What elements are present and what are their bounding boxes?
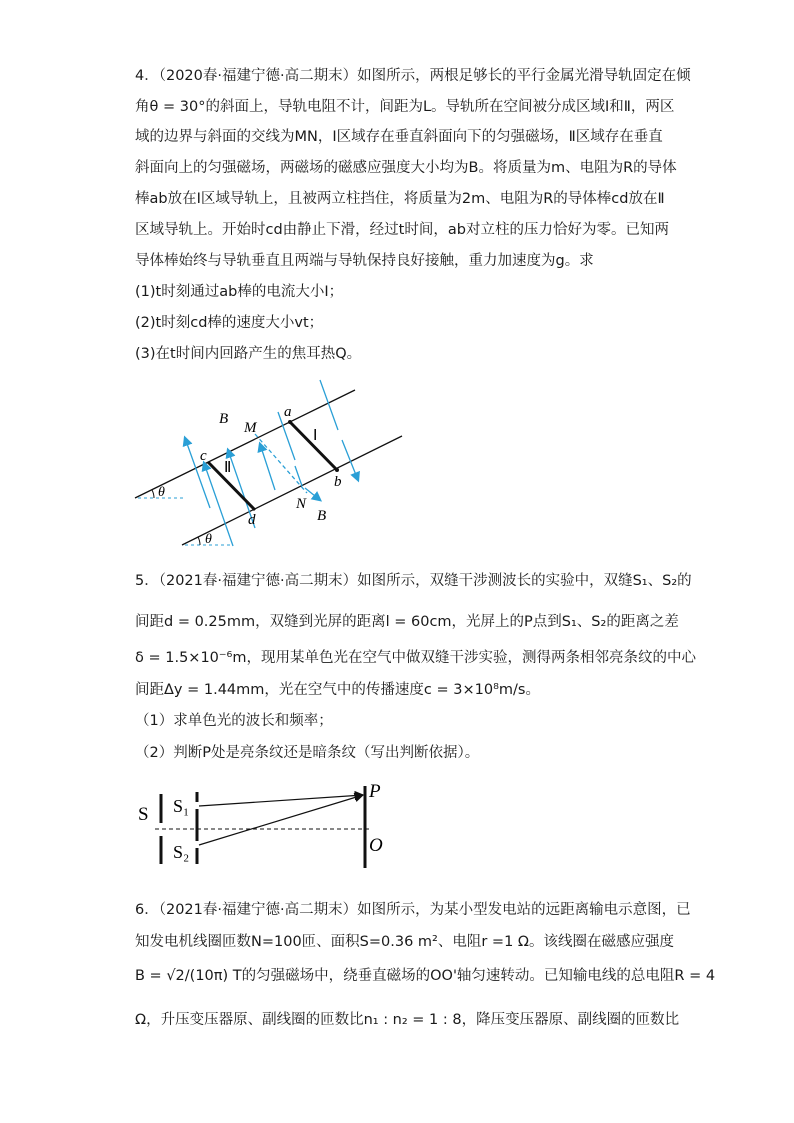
- label-m: M: [244, 420, 257, 436]
- q5-line-3: δ = 1.5×10⁻⁶m，现用某单色光在空气中做双缝干涉实验，测得两条相邻亮条纹的中心: [135, 650, 696, 666]
- q6-line-1: 6．（2021春·福建宁德·高二期末）如图所示，为某小型发电站的远距离输电示意图，已: [135, 902, 691, 918]
- q4-subq-3: (3)在t时间内回路产生的焦耳热Q。: [135, 346, 362, 362]
- q5-line-1: 5．（2021春·福建宁德·高二期末）如图所示，双缝干涉测波长的实验中，双缝S₁、S₂的: [135, 573, 692, 589]
- label-n: N: [296, 496, 307, 512]
- label-p: P: [369, 781, 381, 802]
- q6-line-2: 知发电机线圈匝数N=100匝、面积S=0.36 m²、电阻r =1 Ω。该线圈在磁感应强度: [135, 934, 674, 950]
- q4-line-1: 4．（2020春·福建宁德·高二期末）如图所示，两根足够长的平行金属光滑导轨固定在倾: [135, 68, 691, 84]
- label-s: S: [138, 804, 149, 825]
- label-s1: S₁: [173, 796, 190, 816]
- field-line-i-4: [320, 380, 338, 430]
- q4-rails-figure: [130, 368, 420, 553]
- q5-line-4: 间距Δy = 1.44mm，光在空气中的传播速度c = 3×10⁸m/s。: [135, 682, 540, 698]
- q4-line-4: 斜面向上的匀强磁场，两磁场的磁感应强度大小均为B。将质量为m、电阻为R的导体: [135, 160, 677, 176]
- q4-line-7: 导体棒始终与导轨垂直且两端与导轨保持良好接触，重力加速度为g。求: [135, 253, 594, 269]
- label-region-ii: Ⅱ: [224, 460, 232, 476]
- angle-arc-1: [152, 490, 154, 498]
- label-b-top: B: [219, 411, 229, 427]
- q6-line-3: B = √2/(10π) T的匀强磁场中，绕垂直磁场的OO'轴匀速转动。已知输电线的总电阻R = 4: [135, 968, 716, 984]
- label-theta-2: θ: [205, 532, 212, 547]
- label-theta-1: θ: [158, 485, 165, 500]
- q5-subq-1: （1）求单色光的波长和频率；: [135, 713, 333, 729]
- post-a: [288, 420, 292, 424]
- q4-line-2: 角θ = 30°的斜面上，导轨电阻不计，间距为L。导轨所在空间被分成区域Ⅰ和Ⅱ，两区: [135, 99, 675, 115]
- label-d: d: [248, 512, 256, 528]
- label-c: c: [200, 448, 207, 464]
- field-line-i-5: [342, 440, 358, 480]
- q4-line-5: 棒ab放在Ⅰ区域导轨上，且被两立柱挡住，将质量为2m、电阻为R的导体棒cd放在Ⅱ: [135, 191, 665, 207]
- field-line-i-3: [305, 488, 320, 500]
- label-b-rod: b: [334, 474, 342, 490]
- q6-line-4: Ω，升压变压器原、副线圈的匝数比n₁ : n₂ = 1 : 8，降压变压器原、副线圈的匝数比: [135, 1012, 680, 1028]
- label-o: O: [369, 835, 383, 856]
- post-b: [335, 468, 339, 472]
- label-b-bottom: B: [317, 508, 327, 524]
- field-line-ii-4: [260, 444, 275, 490]
- boundary-mn: [255, 434, 307, 493]
- ray-s2-p: [199, 795, 363, 845]
- q4-subq-2: (2)t时刻cd棒的速度大小vt；: [135, 315, 324, 331]
- label-region-i: Ⅰ: [313, 428, 318, 444]
- q5-line-2: 间距d = 0.25mm，双缝到光屏的距离l = 60cm，光屏上的P点到S₁、S₂的距离之差: [135, 614, 679, 630]
- rod-cd: [208, 462, 255, 510]
- angle-arc-2: [198, 537, 200, 545]
- rail-upper: [135, 390, 355, 498]
- q4-line-3: 域的边界与斜面的交线为MN，Ⅰ区域存在垂直斜面向下的匀强磁场，Ⅱ区域存在垂直: [135, 129, 663, 145]
- q4-line-6: 区域导轨上。开始时cd由静止下滑，经过t时间，ab对立柱的压力恰好为零。已知两: [135, 222, 669, 238]
- q4-subq-1: (1)t时刻通过ab棒的电流大小I；: [135, 284, 344, 300]
- q5-subq-2: （2）判断P处是亮条纹还是暗条纹（写出判断依据）。: [135, 745, 480, 761]
- label-s2: S₂: [173, 842, 190, 862]
- q5-double-slit-figure: [135, 778, 395, 873]
- ray-s1-p: [199, 795, 363, 806]
- label-a: a: [284, 404, 292, 420]
